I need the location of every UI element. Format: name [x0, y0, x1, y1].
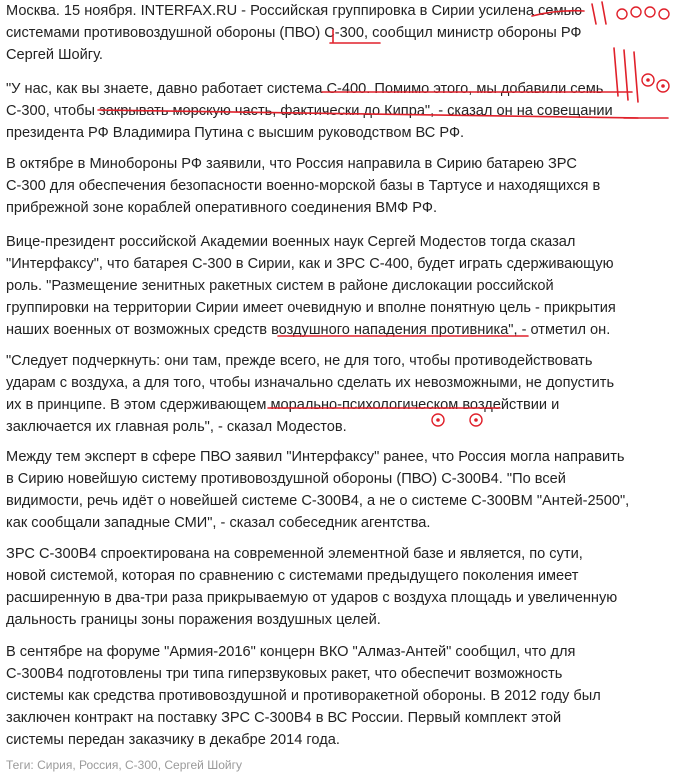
text-line: "Следует подчеркнуть: они там, прежде всего, не для того, чтобы противодействовать [6, 353, 593, 369]
text-line: С-300 для обеспечения безопасности военно-морской базы в Тартусе и находящихся в [6, 178, 601, 194]
text-line: в Сирию новейшую систему противовоздушной обороны (ПВО) С-300В4. "По всей [6, 471, 566, 487]
text-line: их в принципе. В этом сдерживающем морально-психологическом воздействии и [6, 397, 560, 413]
paragraph-3 [6, 153, 646, 219]
paragraph-1 [6, 0, 646, 66]
circle-mark [657, 80, 669, 92]
tags-footer: Теги: Сирия, Россия, С-300, Сергей Шойгу [6, 758, 242, 772]
text-line: Между тем эксперт в сфере ПВО заявил "Интерфаксу" ранее, что Россия могла направить [6, 449, 625, 465]
text-line: видимости, речь идёт о новейшей системе С-300В4, а не о системе С-300ВМ "Антей-2500", [6, 493, 630, 509]
text-line: В сентябре на форуме "Армия-2016" концерн ВКО "Алмаз-Антей" сообщил, что для [6, 644, 576, 660]
text-line: ударам с воздуха, а для того, чтобы изначально сделать их невозможными, не допустить [6, 375, 615, 391]
text-line: С-300, чтобы закрывать морскую часть, фактически до Кипра", - сказал он на совещании [6, 103, 613, 119]
text-line: Сергей Шойгу. [6, 47, 103, 63]
paragraph-6 [6, 446, 646, 534]
text-line: расширенную в два-три раза прикрываемую от ударов с воздуха площадь и увеличенную [6, 590, 618, 606]
text-line: дальность границы зоны поражения воздушных целей. [6, 612, 381, 628]
text-line: системами противовоздушной обороны (ПВО) С-300, сообщил министр обороны РФ [6, 25, 582, 41]
text-line: системы передан заказчику в декабре 2014 года. [6, 732, 340, 748]
text-line: ЗРС С-300В4 спроектирована на современной элементной базе и является, по сути, [6, 546, 583, 562]
text-line: С-300В4 подготовлены три типа гиперзвуковых ракет, что обеспечит возможность [6, 666, 563, 682]
text-line: прибрежной зоне кораблей оперативного соединения ВМФ РФ. [6, 200, 438, 216]
text-line: Москва. 15 ноября. INTERFAX.RU - Российская группировка в Сирии усилена семью [6, 3, 583, 19]
paragraph-7 [6, 543, 646, 631]
text-line: президента РФ Владимира Путина с высшим руководством ВС РФ. [6, 125, 465, 141]
text-line: заключается их главная роль", - сказал Модестов. [6, 419, 347, 435]
paragraph-8 [6, 641, 646, 751]
circle-mark [645, 7, 655, 17]
text-line: заключен контракт на поставку ЗРС С-300В4 в ВС России. Первый комплект этой [6, 710, 562, 726]
text-line: В октябре в Минобороны РФ заявили, что Россия направила в Сирию батарею ЗРС [6, 156, 577, 172]
circle-mark [659, 9, 669, 19]
text-line: наших военных от возможных средств воздушного нападения противника", - отметил он. [6, 322, 611, 338]
text-line: системы как средства противовоздушной и противоракетной обороны. В 2012 году был [6, 688, 601, 704]
paragraph-5 [6, 350, 646, 438]
text-line: Вице-президент российской Академии военных наук Сергей Модестов тогда сказал [6, 234, 576, 250]
text-line: новой системой, которая по сравнению с системами предыдущего поколения имеет [6, 568, 579, 584]
text-line: как сообщали западные СМИ", - сказал собеседник агентства. [6, 515, 431, 531]
paragraph-4 [6, 231, 646, 341]
text-line: "У нас, как вы знаете, давно работает система С-400. Помимо этого, мы добавили семь [6, 81, 604, 97]
text-line: группировки на территории Сирии имеет очевидную и вполне понятную цель - прикрытия [6, 300, 616, 316]
text-line: роль. "Размещение зенитных ракетных систем в районе дислокации российской [6, 278, 554, 294]
paragraph-2 [6, 78, 646, 144]
text-line: "Интерфаксу", что батарея С-300 в Сирии, как и ЗРС С-400, будет играть сдерживающую [6, 256, 614, 272]
